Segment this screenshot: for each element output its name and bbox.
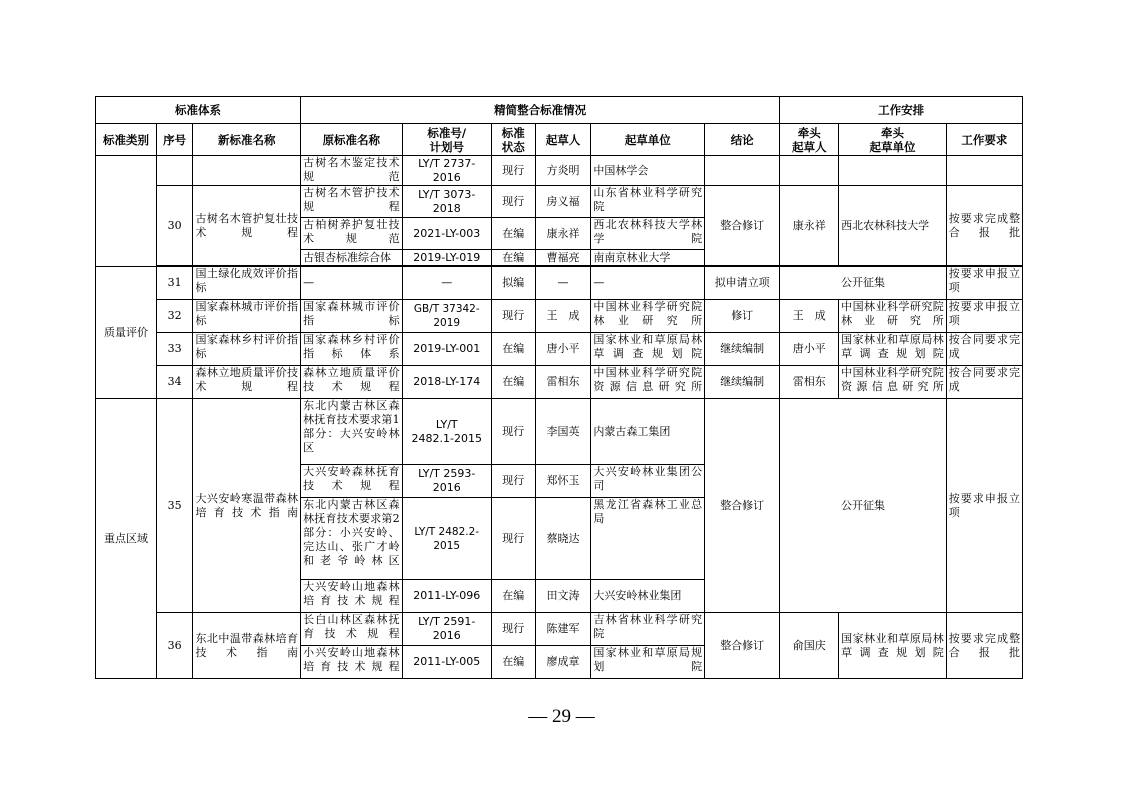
unit-cell: 中国林业科学研究院资源信息研究所 bbox=[591, 366, 705, 399]
table-row bbox=[96, 333, 1023, 366]
status-cell: 现行 bbox=[491, 156, 535, 186]
unit-cell: 国家林业和草原局林草调查规划院 bbox=[591, 333, 705, 366]
conclusion-cell: 修订 bbox=[705, 300, 780, 333]
header-status bbox=[491, 124, 535, 156]
no-cell: 30 bbox=[156, 186, 193, 266]
table-row bbox=[96, 156, 1023, 186]
drafter-cell: 田文涛 bbox=[535, 580, 591, 613]
header-category: 标准类别 bbox=[96, 124, 157, 156]
category-cell-empty bbox=[96, 156, 157, 267]
drafter-cell: 雷相东 bbox=[535, 366, 591, 399]
lead-cell-empty bbox=[780, 156, 839, 186]
requirement-cell: 按要求完成整合报批 bbox=[946, 613, 1022, 679]
new-name-cell: 东北中温带森林培育技术指南 bbox=[193, 613, 301, 679]
drafter-cell: 郑怀玉 bbox=[535, 465, 591, 498]
orig-name-cell: 国家森林乡村评价指标体系 bbox=[301, 333, 403, 366]
conclusion-cell: 继续编制 bbox=[705, 366, 780, 399]
no-cell: 32 bbox=[156, 300, 193, 333]
category-cell: 质量评价 bbox=[96, 267, 157, 399]
status-cell: 现行 bbox=[491, 465, 535, 498]
table-row bbox=[96, 267, 1023, 300]
unit-cell: 中国林学会 bbox=[591, 156, 705, 186]
conclusion-cell: 整合修订 bbox=[705, 399, 780, 613]
std-no-cell: LY/T 2737-2016 bbox=[402, 156, 491, 186]
orig-name-cell: 古银杏标准综合体 bbox=[301, 250, 403, 266]
unit-cell: — bbox=[591, 267, 705, 300]
header-status-line2: 状态 bbox=[501, 139, 525, 154]
header-std-no bbox=[402, 124, 491, 156]
drafter-cell: 陈建军 bbox=[535, 613, 591, 646]
status-cell: 现行 bbox=[491, 186, 535, 218]
requirement-cell: 按合同要求完成 bbox=[946, 366, 1022, 399]
unit-cell: 中国林业科学研究院林业研究所 bbox=[591, 300, 705, 333]
new-name-cell: 森林立地质量评价技术规程 bbox=[193, 366, 301, 399]
header-new-name: 新标准名称 bbox=[193, 124, 301, 156]
orig-name-cell: 森林立地质量评价技术规程 bbox=[301, 366, 403, 399]
std-no-cell: LY/T 2591-2016 bbox=[402, 613, 491, 646]
new-name-cell: 国家森林乡村评价指标 bbox=[193, 333, 301, 366]
unit-cell: 内蒙古森工集团 bbox=[591, 399, 705, 465]
requirement-cell: 按合同要求完成 bbox=[946, 333, 1022, 366]
header-status-line1: 标准 bbox=[501, 125, 525, 140]
no-cell: 35 bbox=[156, 399, 193, 613]
lead-cell: 王 成 bbox=[780, 300, 839, 333]
drafter-cell: 廖成章 bbox=[535, 646, 591, 679]
header-drafter: 起草人 bbox=[535, 124, 591, 156]
std-no-line1: LY/T bbox=[435, 417, 458, 431]
header-conclusion: 结论 bbox=[705, 124, 780, 156]
status-cell: 现行 bbox=[491, 300, 535, 333]
requirement-cell: 按要求完成整合报批 bbox=[946, 186, 1022, 266]
conclusion-cell: 拟申请立项 bbox=[705, 267, 780, 300]
std-no-cell bbox=[402, 399, 491, 465]
std-no-cell: GB/T 37342-2019 bbox=[402, 300, 491, 333]
new-name-cell: 大兴安岭寒温带森林培育技术指南 bbox=[193, 399, 301, 613]
orig-name-cell: 古树名木鉴定技术规范 bbox=[301, 156, 403, 186]
drafter-cell: 唐小平 bbox=[535, 333, 591, 366]
new-name-cell-empty bbox=[193, 156, 301, 186]
no-cell: 31 bbox=[156, 267, 193, 300]
page-number: — 29 — bbox=[528, 706, 595, 727]
no-cell: 36 bbox=[156, 613, 193, 679]
requirement-cell: 按要求申报立项 bbox=[946, 300, 1022, 333]
unit-cell: 山东省林业科学研究院 bbox=[591, 186, 705, 218]
header-lead-line1: 牵头 bbox=[797, 125, 821, 140]
std-no-cell: 2011-LY-005 bbox=[402, 646, 491, 679]
drafter-cell: 方炎明 bbox=[535, 156, 591, 186]
header-orig-name: 原标准名称 bbox=[301, 124, 403, 156]
drafter-cell: 李国英 bbox=[535, 399, 591, 465]
status-cell: 在编 bbox=[491, 333, 535, 366]
std-no-cell: — bbox=[402, 267, 491, 300]
unit-cell: 大兴安岭林业集团公司 bbox=[591, 465, 705, 498]
drafter-cell: — bbox=[535, 267, 591, 300]
orig-name-cell: — bbox=[301, 267, 403, 300]
header-work-arrangement: 工作安排 bbox=[780, 97, 1023, 124]
status-cell: 在编 bbox=[491, 218, 535, 250]
orig-name-cell: 古柏树养护复壮技术规范 bbox=[301, 218, 403, 250]
table-row bbox=[96, 300, 1023, 333]
table-row bbox=[96, 366, 1023, 399]
orig-name-cell: 大兴安岭山地森林培育技术规程 bbox=[301, 580, 403, 613]
orig-name-cell: 东北内蒙古林区森林抚育技术要求第1部分：大兴安岭林区 bbox=[301, 399, 403, 465]
no-cell: 34 bbox=[156, 366, 193, 399]
lead-unit-cell: 国家林业和草原局林草调查规划院 bbox=[839, 333, 947, 366]
conclusion-cell-empty bbox=[705, 156, 780, 186]
lead-unit-cell: 中国林业科学研究院资源信息研究所 bbox=[839, 366, 947, 399]
orig-name-cell: 东北内蒙古林区森林抚育技术要求第2部分：小兴安岭、完达山、张广才岭和老爷岭林区 bbox=[301, 498, 403, 580]
standards-table bbox=[95, 96, 1023, 679]
status-cell: 拟编 bbox=[491, 267, 535, 300]
requirement-cell: 按要求申报立项 bbox=[946, 267, 1022, 300]
category-cell: 重点区域 bbox=[96, 399, 157, 679]
drafter-cell: 康永祥 bbox=[535, 218, 591, 250]
lead-cell: 康永祥 bbox=[780, 186, 839, 266]
lead-merged-cell: 公开征集 bbox=[780, 399, 946, 613]
table-row bbox=[96, 186, 1023, 218]
header-lead-line2: 起草人 bbox=[791, 139, 827, 154]
new-name-cell: 国家森林城市评价指标 bbox=[193, 300, 301, 333]
conclusion-cell: 整合修订 bbox=[705, 186, 780, 266]
unit-cell: 大兴安岭林业集团 bbox=[591, 580, 705, 613]
lead-merged-cell: 公开征集 bbox=[780, 267, 946, 300]
header-requirement: 工作要求 bbox=[946, 124, 1022, 156]
no-cell: 33 bbox=[156, 333, 193, 366]
new-name-cell: 古树名木管护复壮技术规程 bbox=[193, 186, 301, 266]
lead-cell: 俞国庆 bbox=[780, 613, 839, 679]
unit-cell: 吉林省林业科学研究院 bbox=[591, 613, 705, 646]
std-no-cell: LY/T 3073-2018 bbox=[402, 186, 491, 218]
lead-unit-cell: 国家林业和草原局林草调查规划院 bbox=[839, 613, 947, 679]
orig-name-cell: 小兴安岭山地森林培育技术规程 bbox=[301, 646, 403, 679]
status-cell: 在编 bbox=[491, 250, 535, 266]
conclusion-cell: 继续编制 bbox=[705, 333, 780, 366]
header-no: 序号 bbox=[156, 124, 193, 156]
std-no-cell: 2021-LY-003 bbox=[402, 218, 491, 250]
column-header-row bbox=[96, 124, 1023, 156]
header-unit: 起草单位 bbox=[591, 124, 705, 156]
std-no-cell: LY/T 2593-2016 bbox=[402, 465, 491, 498]
std-no-cell: 2019-LY-001 bbox=[402, 333, 491, 366]
no-cell-empty bbox=[156, 156, 193, 186]
std-no-cell: LY/T 2482.2-2015 bbox=[402, 498, 491, 580]
unit-cell: 黑龙江省森林工业总局 bbox=[591, 498, 705, 580]
lead-cell: 雷相东 bbox=[780, 366, 839, 399]
unit-cell: 国家林业和草原局规划院 bbox=[591, 646, 705, 679]
drafter-cell: 蔡晓达 bbox=[535, 498, 591, 580]
orig-name-cell: 大兴安岭森林抚育技术规程 bbox=[301, 465, 403, 498]
header-std-no-line1: 标准号/ bbox=[427, 125, 467, 140]
lead-cell: 唐小平 bbox=[780, 333, 839, 366]
conclusion-cell: 整合修订 bbox=[705, 613, 780, 679]
drafter-cell: 曹福亮 bbox=[535, 250, 591, 266]
lead-unit-cell: 西北农林科技大学 bbox=[839, 186, 947, 266]
header-std-no-line2: 计划号 bbox=[429, 139, 464, 154]
header-consolidation: 精简整合标准情况 bbox=[301, 97, 780, 124]
header-lead-unit-line2: 起草单位 bbox=[869, 139, 916, 154]
orig-name-cell: 古树名木管护技术规程 bbox=[301, 186, 403, 218]
header-standard-system: 标准体系 bbox=[96, 97, 301, 124]
std-no-line2: 2482.1-2015 bbox=[411, 431, 482, 445]
status-cell: 在编 bbox=[491, 580, 535, 613]
status-cell: 现行 bbox=[491, 399, 535, 465]
unit-cell: 西北农林科技大学林学院 bbox=[591, 218, 705, 250]
status-cell: 现行 bbox=[491, 613, 535, 646]
header-lead bbox=[780, 124, 839, 156]
drafter-cell: 房义福 bbox=[535, 186, 591, 218]
table-row bbox=[96, 613, 1023, 646]
group-header-row bbox=[96, 97, 1023, 124]
lead-unit-cell: 中国林业科学研究院林业研究所 bbox=[839, 300, 947, 333]
std-no-cell: 2019-LY-019 bbox=[402, 250, 491, 266]
status-cell: 现行 bbox=[491, 498, 535, 580]
new-name-cell: 国土绿化成效评价指标 bbox=[193, 267, 301, 300]
requirement-cell: 按要求申报立项 bbox=[946, 399, 1022, 613]
orig-name-cell: 长白山林区森林抚育技术规程 bbox=[301, 613, 403, 646]
header-lead-unit bbox=[839, 124, 947, 156]
unit-cell: 南南京林业大学 bbox=[591, 250, 705, 266]
orig-name-cell: 国家森林城市评价指标 bbox=[301, 300, 403, 333]
std-no-cell: 2011-LY-096 bbox=[402, 580, 491, 613]
header-lead-unit-line1: 牵头 bbox=[880, 125, 904, 140]
table-row bbox=[96, 399, 1023, 465]
status-cell: 在编 bbox=[491, 646, 535, 679]
lead-unit-cell-empty bbox=[839, 156, 947, 186]
requirement-cell-empty bbox=[946, 156, 1022, 186]
std-no-cell: 2018-LY-174 bbox=[402, 366, 491, 399]
status-cell: 在编 bbox=[491, 366, 535, 399]
drafter-cell: 王 成 bbox=[535, 300, 591, 333]
